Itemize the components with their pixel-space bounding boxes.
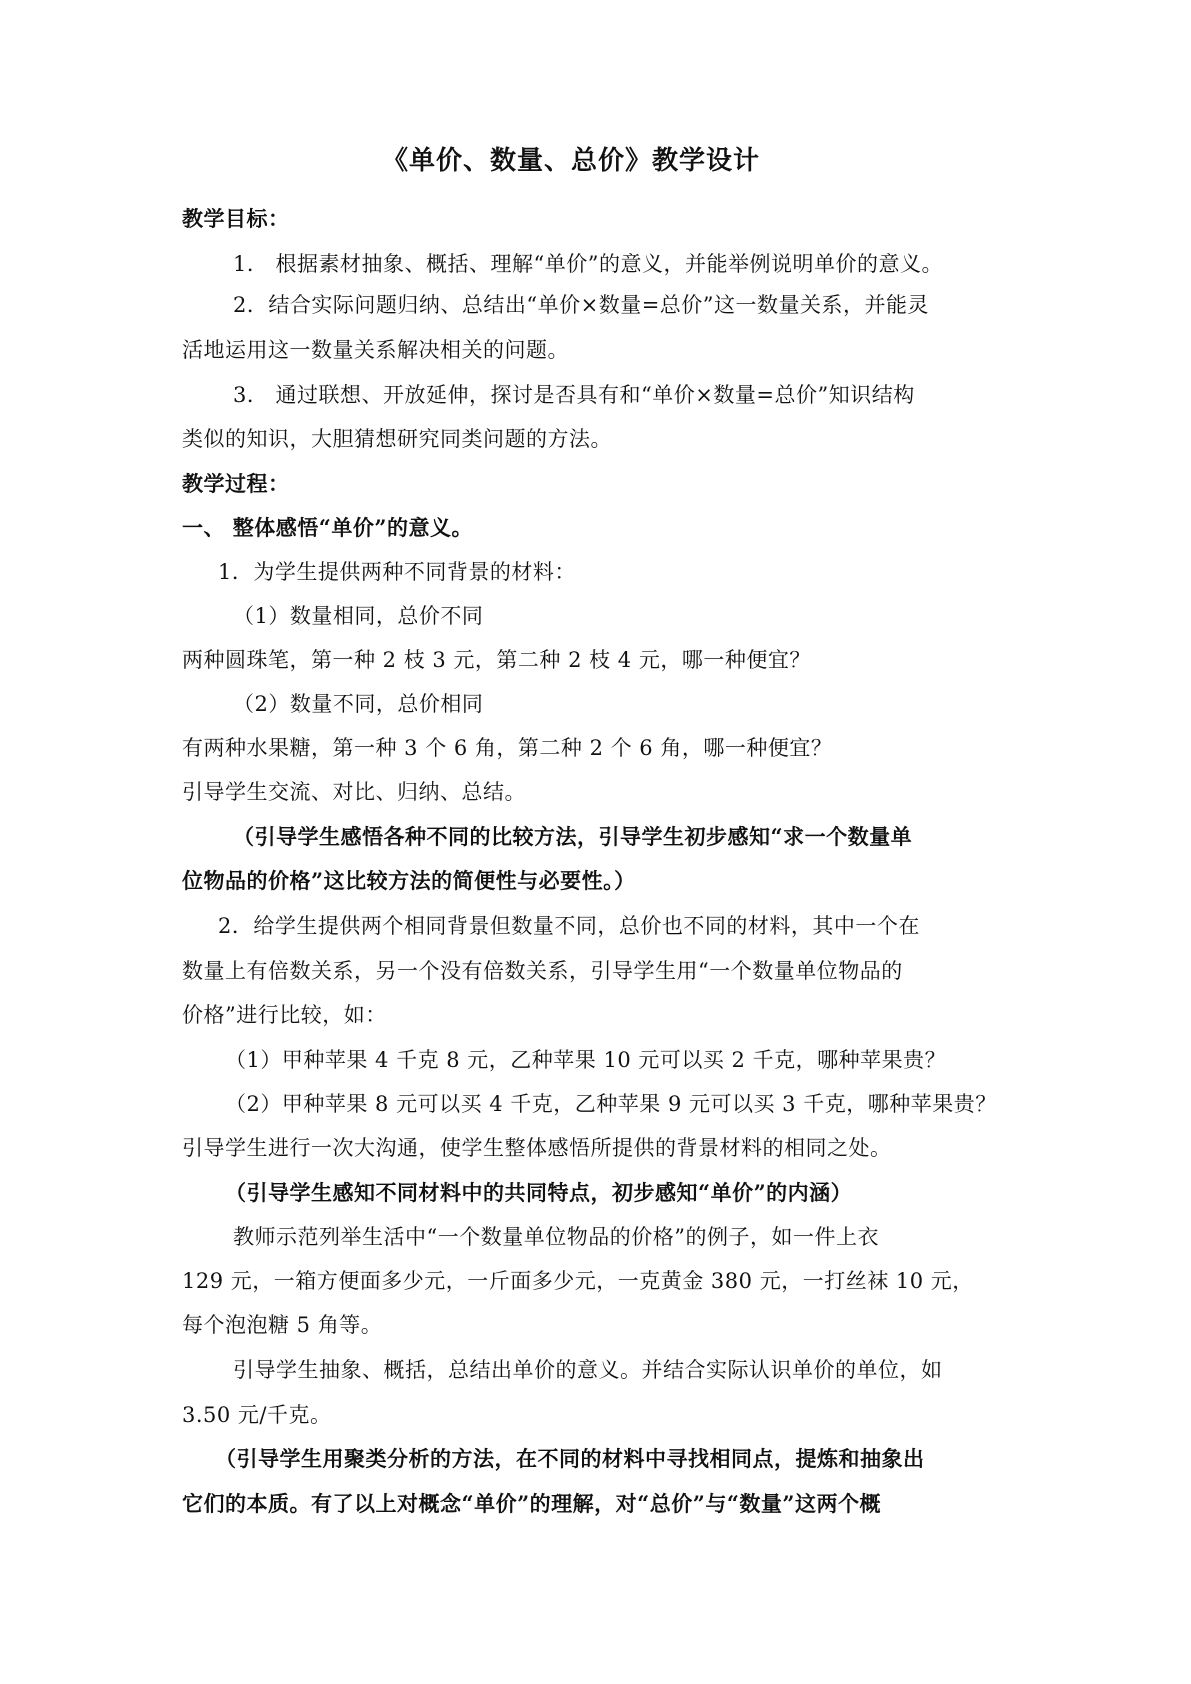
objective-item-2-line-1: 2．结合实际问题归纳、总结出“单价×数量=总价”这一数量关系，并能灵 bbox=[233, 293, 930, 317]
case-1-label: （1）数量相同，总价不同 bbox=[233, 604, 484, 628]
example-line-1: 教师示范列举生活中“一个数量单位物品的价格”的例子，如一件上衣 bbox=[233, 1225, 879, 1249]
document-title: 《单价、数量、总价》教学设计 bbox=[382, 146, 761, 176]
note-3-line-2: 它们的本质。有了以上对概念“单价”的理解，对“总价”与“数量”这两个概 bbox=[182, 1491, 881, 1516]
objectives-heading: 教学目标： bbox=[182, 206, 290, 231]
process-heading: 教学过程： bbox=[182, 471, 290, 496]
objective-item-1: 1． 根据素材抽象、概括、理解“单价”的意义，并能举例说明单价的意义。 bbox=[233, 252, 944, 276]
section-1-heading: 一、 整体感悟“单价”的意义。 bbox=[182, 515, 473, 540]
case-2-text: 有两种水果糖，第一种 3 个 6 角，第二种 2 个 6 角，哪一种便宜？ bbox=[182, 736, 833, 760]
case-1-text: 两种圆珠笔，第一种 2 枝 3 元，第二种 2 枝 4 元，哪一种便宜？ bbox=[182, 648, 811, 672]
apple-case-1: （1）甲种苹果 4 千克 8 元，乙种苹果 10 元可以买 2 千克，哪种苹果贵？ bbox=[225, 1048, 947, 1072]
guide-2: 引导学生进行一次大沟通，使学生整体感悟所提供的背景材料的相同之处。 bbox=[182, 1136, 892, 1160]
note-2: （引导学生感知不同材料中的共同特点，初步感知“单价”的内涵） bbox=[225, 1180, 853, 1205]
step-2-line-1: 2．给学生提供两个相同背景但数量不同，总价也不同的材料，其中一个在 bbox=[218, 914, 920, 938]
note-1-line-1: （引导学生感悟各种不同的比较方法，引导学生初步感知“求一个数量单 bbox=[233, 824, 913, 849]
note-3-line-1: （引导学生用聚类分析的方法，在不同的材料中寻找相同点，提炼和抽象出 bbox=[215, 1446, 925, 1471]
objective-item-3-line-1: 3． 通过联想、开放延伸，探讨是否具有和“单价×数量=总价”知识结构 bbox=[233, 383, 915, 407]
note-1-line-2: 位物品的价格”这比较方法的简便性与必要性。） bbox=[182, 868, 636, 893]
guide-3-line-1: 引导学生抽象、概括，总结出单价的意义。并结合实际认识单价的单位，如 bbox=[233, 1358, 943, 1382]
guide-1: 引导学生交流、对比、归纳、总结。 bbox=[182, 780, 526, 804]
example-line-2: 129 元，一箱方便面多少元，一斤面多少元，一克黄金 380 元，一打丝袜 10 元， bbox=[182, 1269, 974, 1293]
objective-item-2-line-2: 活地运用这一数量关系解决相关的问题。 bbox=[182, 338, 569, 362]
step-1: 1．为学生提供两种不同背景的材料： bbox=[218, 560, 576, 584]
step-2-line-2: 数量上有倍数关系，另一个没有倍数关系，引导学生用“一个数量单位物品的 bbox=[182, 959, 903, 983]
case-2-label: （2）数量不同，总价相同 bbox=[233, 692, 484, 716]
objective-item-3-line-2: 类似的知识，大胆猜想研究同类问题的方法。 bbox=[182, 427, 612, 451]
example-line-3: 每个泡泡糖 5 角等。 bbox=[182, 1313, 383, 1337]
apple-case-2: （2）甲种苹果 8 元可以买 4 千克，乙种苹果 9 元可以买 3 千克，哪种苹果贵？ bbox=[225, 1092, 997, 1116]
step-2-line-3: 价格”进行比较，如： bbox=[182, 1003, 387, 1027]
guide-3-line-2: 3.50 元/千克。 bbox=[182, 1403, 332, 1427]
